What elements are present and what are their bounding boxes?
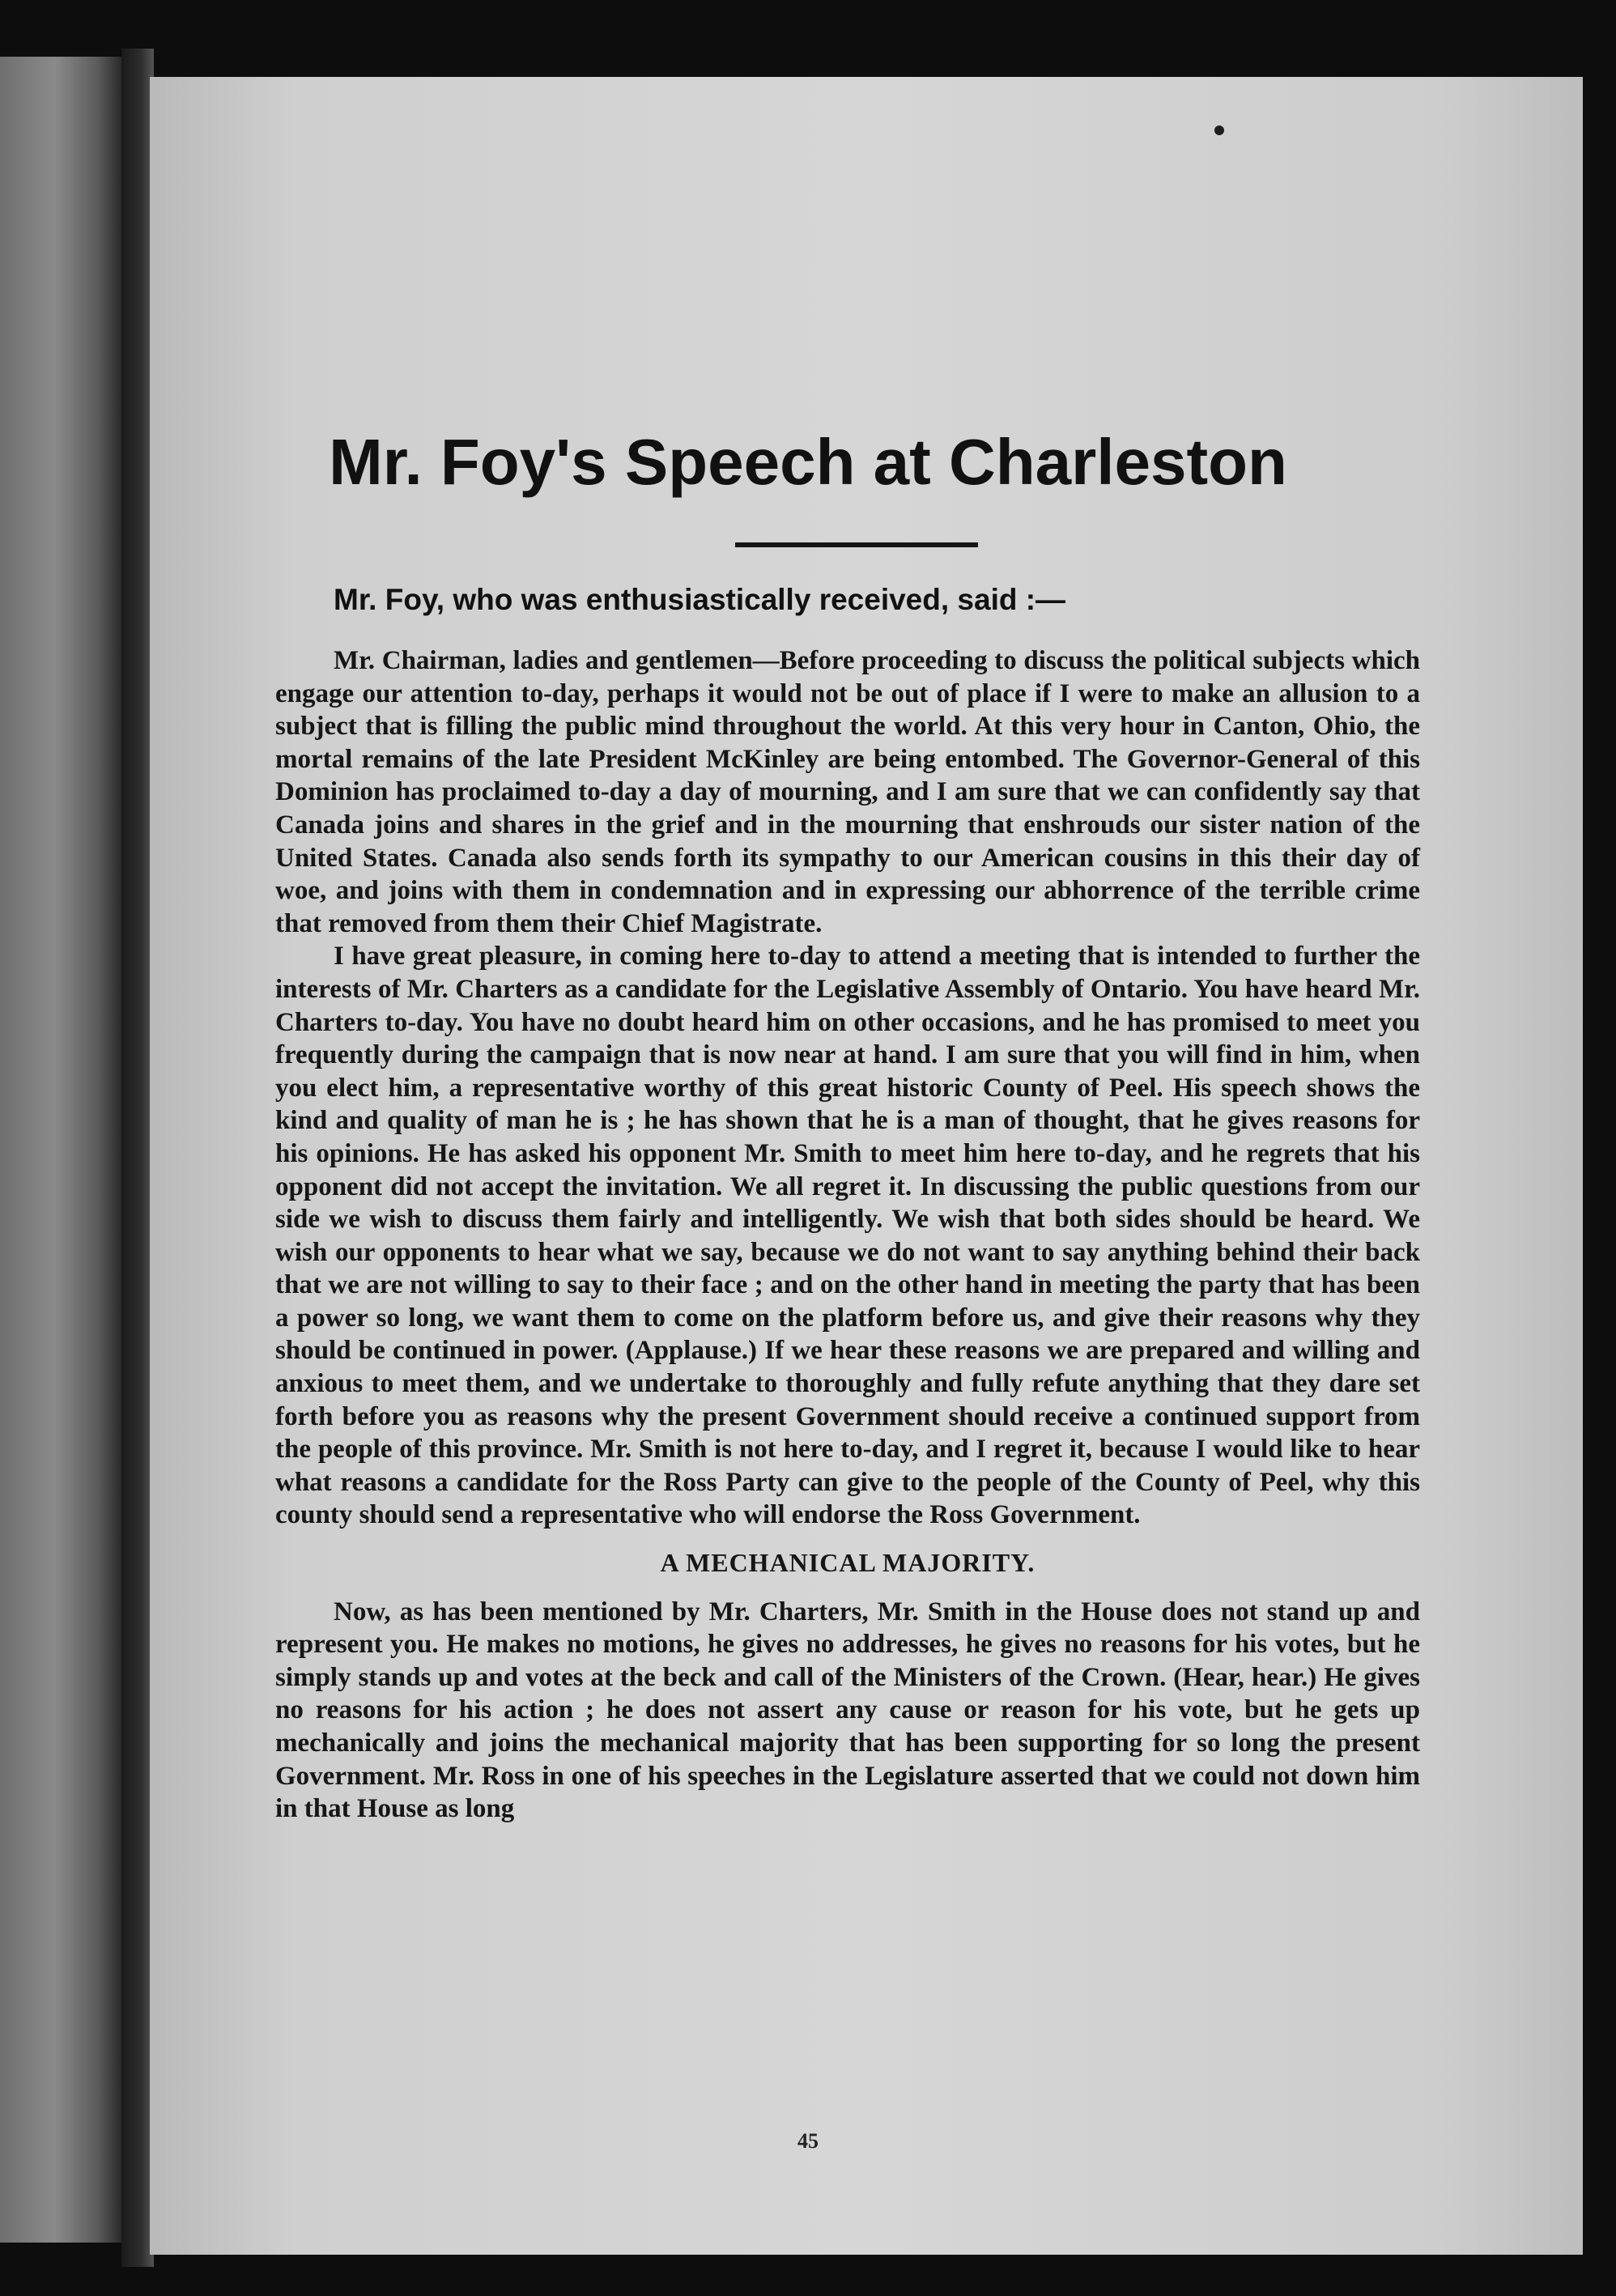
- facing-page-edge: [0, 57, 121, 2243]
- paragraph-1: Mr. Chairman, ladies and gentlemen—Before proceeding to discuss the political subjects which engage our attention to-day, perhaps it would not be out of place if I were to make an allusion to a subject that is filling the public mind throughout the world. At this very hour in Canton, Ohio, the mortal remains of the late President McKinley are being entombed. The Governor-General of this Dominion has proclaimed to-day a day of mourning, and I am sure that we can confidently say that Canada joins and shares in the grief and in the mourning that enshrouds our sister nation of the United States. Canada also sends forth its sympathy to our American cousins in this their day of woe, and joins with them in condemnation and in expressing our abhorrence of the terrible crime that removed from them their Chief Magistrate.: [275, 646, 1420, 938]
- book-gutter: [121, 49, 154, 2267]
- speech-intro: Mr. Foy, who was enthusiastically received, said :—: [334, 583, 1066, 616]
- section-heading: A MECHANICAL MAJORITY.: [660, 1548, 1036, 1578]
- page-title: Mr. Foy's Speech at Charleston: [329, 426, 1287, 498]
- paragraph-2: I have great pleasure, in coming here to-day to attend a meeting that is intended to further the interests of Mr. Charters as a candidate for the Legislative Assembly of Ontario. You have heard Mr. Charters to-day. You have no doubt heard him on other occasions, and he has promised to meet you frequently during the campaign that is now near at hand. I am sure that you will find in him, when you elect him, a representative worthy of this great historic County of Peel. His speech shows the kind and quality of man he is ; he has shown that he is a man of thought, that he gives reasons for his opinions. He has asked his opponent Mr. Smith to meet him here to-day, and he regrets that his opponent did not accept the invitation. We all regret it. In discussing the public questions from our side we wish to discuss them fairly and intelligently. We wish that both sides should be heard. We wish our opponents to hear what we say, because we do not want to say anything behind their back that we are not willing to say to their face ; and on the other hand in meeting the party that has been a power so long, we want them to come on the platform before us, and give their reasons why they should be continued in power. (Applause.) If we hear these reasons we are prepared and willing and anxious to meet them, and we undertake to thoroughly and fully refute anything that they dare set forth before you as reasons why the present Government should receive a continued support from the people of this province. Mr. Smith is not here to-day, and I regret it, because I would like to hear what reasons a candidate for the Ross Party can give to the people of the County of Peel, why this county should send a representative who will endorse the Ross Government.: [275, 942, 1420, 1530]
- paragraph-3: Now, as has been mentioned by Mr. Charters, Mr. Smith in the House does not stand up and represent you. He makes no motions, he gives no addresses, he gives no reasons for his votes, but he simply stands up and votes at the beck and call of the Ministers of the Crown. (Hear, hear.) He gives no reasons for his action ; he does not assert any cause or reason for his vote, but he gets up mechanically and joins the mechanical majority that has been supporting for so long the present Government. Mr. Ross in one of his speeches in the Legislature asserted that we could not down him in that House as long: [275, 1597, 1420, 1824]
- speech-body: [275, 644, 1420, 1826]
- ink-speck: [1214, 125, 1224, 135]
- title-rule: [735, 542, 978, 547]
- page-number: 45: [797, 2129, 819, 2153]
